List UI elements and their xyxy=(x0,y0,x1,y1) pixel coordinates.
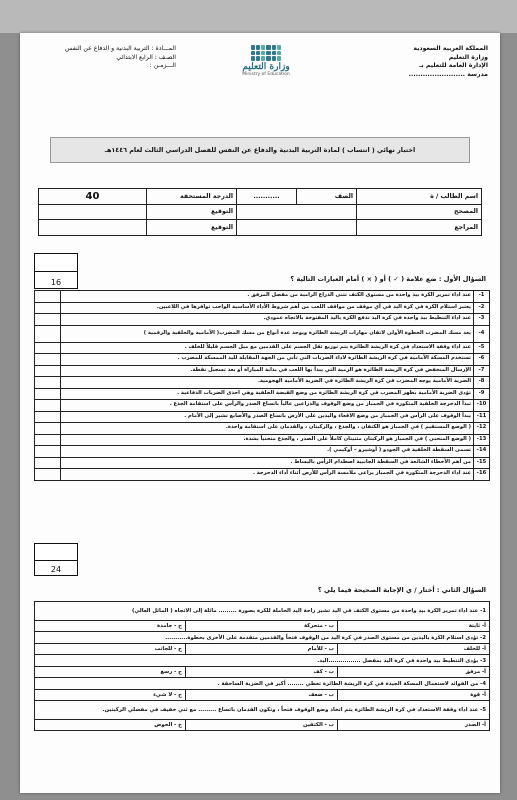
statement-text: يبدأ الوقوف على الرأس في الجمباز من وضع الاقعاء واليدين على الأرض باتساع الصدر والأصابع تشير إلى الأمام . xyxy=(61,411,474,423)
statement-text: تستخدم المسكة الأمامية في كرة الريشة الطائرة لاداء الضربات التي تأتي من الجهة المقابلة لليد الممسكة للمضرب . xyxy=(61,354,474,366)
q2-table xyxy=(34,601,490,731)
statement-text: عند اداء التنطيط بيد واحدة في كرة اليد تدفع الكرة باليد المفتوحة بالاتجاه عمودي. xyxy=(61,314,474,326)
answer-cell[interactable] xyxy=(35,365,61,377)
item-number: 8- xyxy=(474,377,490,389)
student-name-label: اسم الطالب / ة xyxy=(357,189,482,205)
item-number: 2- xyxy=(474,302,490,314)
statement-text: من أهم الأخطاء الشائعة في السقطة الجانبية اصطدام الرأس بالبساط . xyxy=(61,457,474,469)
answer-cell[interactable] xyxy=(35,302,61,314)
item-number: 1- xyxy=(474,291,490,303)
item-number: 16- xyxy=(474,469,490,481)
corrector-field[interactable] xyxy=(237,204,357,220)
question-stem: 3- يؤدى التنطيط بيد واحدة في كرة اليد بمفصل ................اليد. xyxy=(35,655,490,667)
option-c[interactable]: ج - للجانب xyxy=(35,644,186,655)
item-number: 7- xyxy=(474,365,490,377)
student-info-table xyxy=(38,188,482,236)
option-b[interactable]: ب - كف xyxy=(186,667,338,678)
grade-total: 40 xyxy=(39,189,147,205)
scan-top-strip xyxy=(0,0,517,33)
option-c[interactable]: ج - الحوض xyxy=(35,720,186,731)
q1-title: السؤال الأول : ضع علامة ( ✓ ) أو ( × ) أمام العبارات التالية ؟ xyxy=(290,275,486,283)
statement-text: عند اداء وقفة الاستعداد في كرة الريشة الطائرة يتم توزيع ثقل الجسم على القدمين مع ميل الجسم قليلاً للخلف . xyxy=(61,342,474,354)
item-number: 9- xyxy=(474,388,490,400)
question-stem: 4- من الفوائد لاستعمال المسكة الجيدة في كرة الريشة الطائرة تعطي ........ أكبر في الضربة الساحقة . xyxy=(35,678,490,690)
corrector-label: المصحح xyxy=(357,204,482,220)
option-c[interactable]: ج - رسغ xyxy=(35,667,186,678)
q1-table xyxy=(34,290,490,481)
answer-cell[interactable] xyxy=(35,400,61,412)
item-number: 6- xyxy=(474,354,490,366)
header-line: المـــادة : التربية البدنية و الدفاع عن النفس xyxy=(64,45,176,52)
item-number: 12- xyxy=(474,423,490,435)
header-line: الـــزمـن : xyxy=(149,62,176,69)
class-label: الصف xyxy=(297,189,357,205)
header-left xyxy=(56,45,176,71)
answer-cell[interactable] xyxy=(35,388,61,400)
statement-text: عند اداء الدحرجة المتكورة في الجمباز يراعى ملامسة الرأس للأرض أثناء أداء الدحرجة . xyxy=(61,469,474,481)
item-number: 15- xyxy=(474,457,490,469)
item-number: 4- xyxy=(474,325,490,342)
answer-cell[interactable] xyxy=(35,314,61,326)
header-line: مدرسة ........................ xyxy=(408,70,488,78)
option-b[interactable]: ب - الكتفين xyxy=(186,720,338,731)
answer-cell[interactable] xyxy=(35,446,61,458)
statement-text: تؤدى الضربة الأمامية بظهر المضرب في كرة الريشة الطائرة من وضع القبضة الخلفية وهي احدى الضربات الدفاعية . xyxy=(61,388,474,400)
question-stem: 2- تؤدى استلام الكرة باليدين من مستوى الصدر في كرة اليد من الوقوف فتحاً والقدمين متقدمة على الأخرى بخطوة........... xyxy=(35,632,490,644)
reviewer-label: المراجع xyxy=(357,220,482,236)
statement-text: ( الوضع المنحني ) في الجمباز هو الركبتان مثنيتان كاملاً على الصدر ، والجذع منحنياً بشدة. xyxy=(61,434,474,446)
option-b[interactable]: ب - متحركة xyxy=(186,621,338,632)
option-c[interactable]: ج - لا شيء xyxy=(35,690,186,701)
option-a[interactable]: أ- ثابتة xyxy=(338,621,490,632)
answer-cell[interactable] xyxy=(35,291,61,303)
header-line: الإدارة العامة للتعليم بـ xyxy=(419,62,488,69)
header-line: المملكة العربية السعودية xyxy=(413,45,488,52)
answer-cell[interactable] xyxy=(35,423,61,435)
answer-cell[interactable] xyxy=(35,377,61,389)
header-line: الصـف : الرابع الابتدائي xyxy=(116,53,176,61)
question-stem: 1- عند اداء تمرير الكرة بيد واحدة من مستوى الكتف في اليد تشير راحة اليد الحاملة للكرة بصورة ......... مائلة إلى الاتجاه ( المائل العالي) xyxy=(35,602,490,621)
statement-text: تسمى السقطة الخلفية في الجودو ( أوشيرو – أوكيمي ). xyxy=(61,446,474,458)
reviewer-field[interactable] xyxy=(237,220,357,236)
item-number: 14- xyxy=(474,446,490,458)
statement-text: تبدأ الدحرجة الخلفية المتكورة في الجمباز من وضع الوقوف والذراعين عالياً باتساع الصدر والرأس على استقامة الجذع . xyxy=(61,400,474,412)
answer-cell[interactable] xyxy=(35,342,61,354)
item-number: 13- xyxy=(474,434,490,446)
statement-text: ( الوضع المستقيم ) في الجمباز هو الكتفان ، والجذع ، والركبتان ، والقدمان على استقامة واحدة. xyxy=(61,423,474,435)
answer-cell[interactable] xyxy=(35,354,61,366)
statement-text: الإرسال المنخفض في كرة الريشة الطائرة هو الرمية التي يبدأ بها اللعب في بداية المباراة أو بعد تسجيل نقطة. xyxy=(61,365,474,377)
question-stem: 5- عند اداء وقفة الاستعداد في كرة الريشة الطائرة يتم اتخاذ وضع الوقوف فتحاً ، وتكون القدمان باتساع ......... مع ثني خفيف في مفصلي الركبتين. xyxy=(35,701,490,720)
signature-label: التوقيع xyxy=(147,220,237,236)
exam-page xyxy=(20,33,500,793)
item-number: 10- xyxy=(474,400,490,412)
statement-text: يعد مسك المضرب الخطوة الأولى لاتقان مهارات الريشة الطائرة ويوجد عدة أنواع من مسك المضرب( الأمامية والخلفية والرقمية ) xyxy=(61,325,474,342)
option-a[interactable]: أ- الصدر xyxy=(338,720,490,731)
option-a[interactable]: أ- قوة xyxy=(338,690,490,701)
logo-arabic-text: وزارة التعليم xyxy=(242,62,290,72)
ministry-logo xyxy=(236,45,296,77)
grade-due-label: الدرجة المستحقة xyxy=(147,189,237,205)
item-number: 5- xyxy=(474,342,490,354)
option-b[interactable]: ب - للأمام xyxy=(186,644,338,655)
signature-label: التوقيع xyxy=(147,204,237,220)
signature-field[interactable] xyxy=(39,204,147,220)
answer-cell[interactable] xyxy=(35,434,61,446)
option-c[interactable]: ج - جامدة xyxy=(35,621,186,632)
statement-text: الضربة الأمامية يوجه المضرب في كرة الريشة الطائرة في الضربة الأمامية الهجومية. xyxy=(61,377,474,389)
class-field[interactable]: ........... xyxy=(237,189,297,205)
answer-cell[interactable] xyxy=(35,469,61,481)
logo-icon xyxy=(251,45,281,61)
option-a[interactable]: أ- للخلف xyxy=(338,644,490,655)
q2-title: السؤال الثاني : أختار / ي الإجابة الصحيحة فيما يلي ؟ xyxy=(317,586,486,594)
answer-cell[interactable] xyxy=(35,457,61,469)
logo-english-text: Ministry of Education xyxy=(242,72,290,77)
header-line: وزارة التعليم xyxy=(448,53,488,61)
option-a[interactable]: أ- مرفق xyxy=(338,667,490,678)
answer-cell[interactable] xyxy=(35,325,61,342)
signature-field[interactable] xyxy=(39,220,147,236)
exam-title: اختبار نهائي ( انتساب ) لمادة التربية البدنية والدفاع عن النفس للفصل الدراسي الثالث لعام ١٤٤٦هـ xyxy=(50,137,470,163)
q2-score: 24 xyxy=(50,565,62,574)
option-b[interactable]: ب - ضعف xyxy=(186,690,338,701)
statement-text: يعتبر استلام الكرة في كرة اليد في أي موقف من مواقف اللعب من أهم شروط الأداء الأساسية الواجب توافرها في اللاعبين. xyxy=(61,302,474,314)
q1-score-box xyxy=(34,253,78,289)
item-number: 3- xyxy=(474,314,490,326)
item-number: 11- xyxy=(474,411,490,423)
header-right xyxy=(358,45,488,79)
q1-score: 16 xyxy=(50,278,62,287)
statement-text: عند اداء تمرير الكرة بيد واحدة من مستوى الكتف تثنى الذراع الرامية من مفصل المرفق . xyxy=(61,291,474,303)
q2-score-box xyxy=(34,543,78,576)
answer-cell[interactable] xyxy=(35,411,61,423)
